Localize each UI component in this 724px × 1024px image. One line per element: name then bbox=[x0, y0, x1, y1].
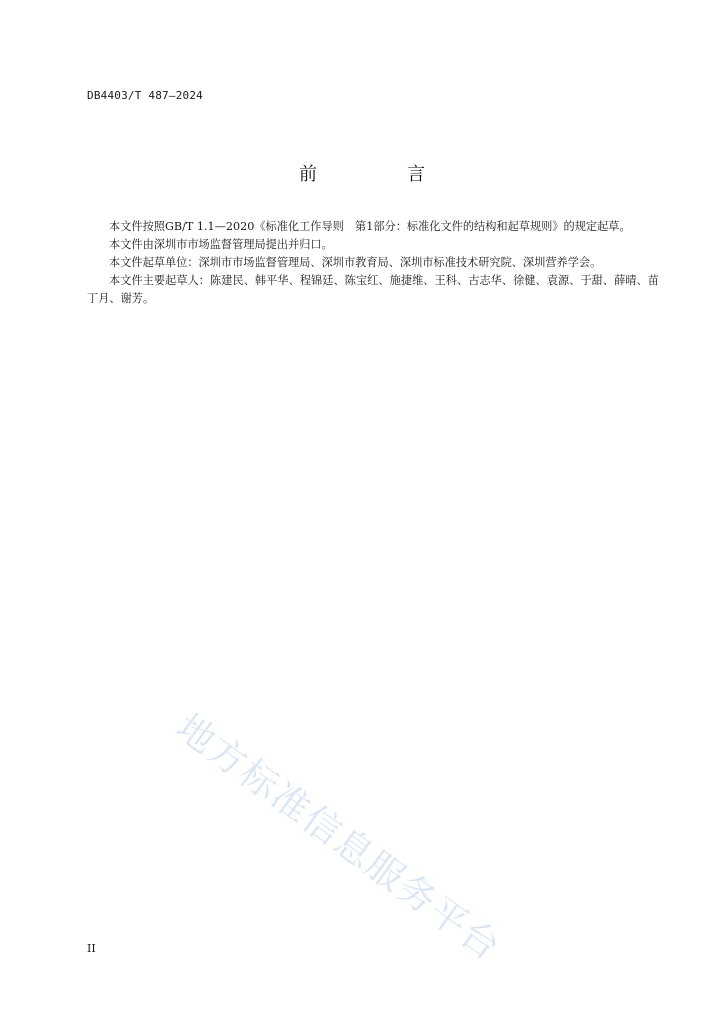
paragraph-drafting-units: 本文件起草单位：深圳市市场监督管理局、深圳市教育局、深圳市标准技术研究院、深圳营养学会。 bbox=[109, 256, 602, 269]
document-code: DB4403/T 487—2024 bbox=[87, 89, 203, 102]
section-title: 前 言 bbox=[299, 164, 461, 185]
paragraph-proposer: 本文件由深圳市市场监督管理局提出并归口。 bbox=[109, 238, 333, 251]
page-number: II bbox=[87, 942, 96, 955]
watermark: 地方标准信息服务平台 bbox=[168, 705, 510, 970]
paragraph-drafters: 本文件主要起草人：陈建民、韩平华、程锦廷、陈宝红、施捷维、王科、古志华、徐健、袁源、于甜、薛晴、苗丁月、谢芳。 bbox=[87, 274, 659, 305]
foreword-body bbox=[87, 218, 659, 308]
paragraph-drafting-rules: 本文件按照GB/T 1.1—2020《标准化工作导则 第1部分：标准化文件的结构和起草规则》的规定起草。 bbox=[109, 220, 631, 233]
